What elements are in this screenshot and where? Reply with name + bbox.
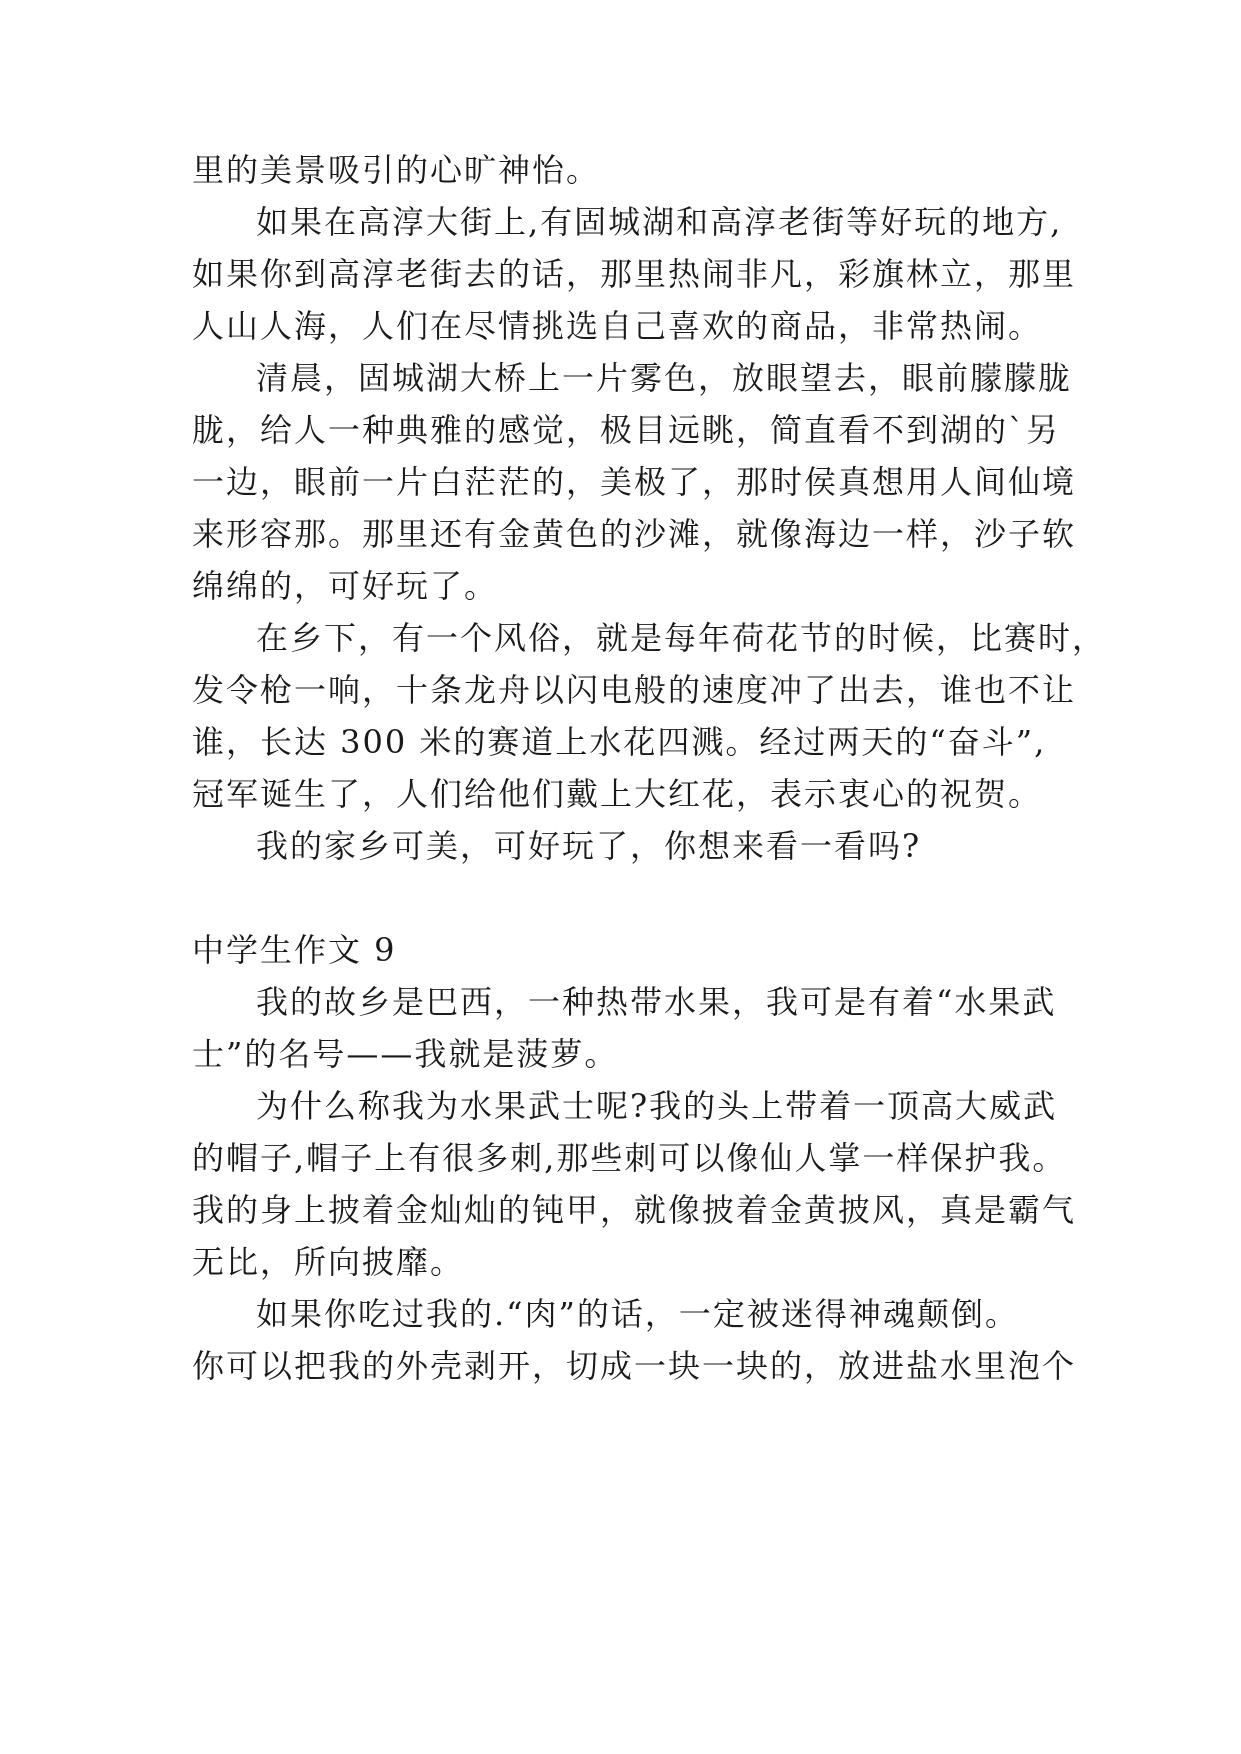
paragraph-first-line: 我的故乡是巴西，一种热带水果，我可是有着“水果武 [256,983,1057,1021]
text-line: 士”的名号——我就是菠萝。 [192,1035,619,1073]
text-line: 胧，给人一种典雅的感觉，极目远眺，简直看不到湖的`另 [192,411,1061,449]
text-line: 你可以把我的外壳剥开，切成一块一块的，放进盐水里泡个 [192,1347,1077,1385]
paragraph-first-line: 如果在高淳大街上,有固城湖和高淳老街等好玩的地方, [256,203,1063,241]
text-line: 冠军诞生了，人们给他们戴上大红花，表示衷心的祝贺。 [192,775,1043,813]
text-line: 谁，长达 300 米的赛道上水花四溅。经过两天的“奋斗”, [192,723,1047,761]
paragraph-first-line: 清晨，固城湖大桥上一片雾色，放眼望去，眼前朦朦胧 [256,359,1073,397]
text-line: 一边，眼前一片白茫茫的，美极了，那时侯真想用人间仙境 [192,463,1077,501]
paragraph-first-line: 如果你吃过我的.“肉”的话，一定被迷得神魂颠倒。 [256,1295,1019,1333]
text-line: 来形容那。那里还有金黄色的沙滩，就像海边一样，沙子软 [192,515,1077,553]
paragraph-first-line: 我的家乡可美，可好玩了，你想来看一看吗? [256,827,922,865]
paragraph-first-line: 在乡下，有一个风俗，就是每年荷花节的时候，比赛时， [256,619,1107,657]
text-line: 绵绵的，可好玩了。 [192,567,499,605]
section-heading: 中学生作文 9 [192,931,397,969]
text-line: 无比，所向披靡。 [192,1243,465,1281]
text-line: 如果你到高淳老街去的话，那里热闹非凡，彩旗林立，那里 [192,255,1077,293]
text-line: 人山人海，人们在尽情挑选自己喜欢的商品，非常热闹。 [192,307,1043,345]
paragraph-first-line: 为什么称我为水果武士呢?我的头上带着一顶高大威武 [256,1087,1058,1125]
text-line: 我的身上披着金灿灿的钝甲，就像披着金黄披风，真是霸气 [192,1191,1077,1229]
text-line: 里的美景吸引的心旷神怡。 [192,151,601,189]
text-line: 发令枪一响，十条龙舟以闪电般的速度冲了出去，谁也不让 [192,671,1077,709]
text-line: 的帽子,帽子上有很多刺,那些刺可以像仙人掌一样保护我。 [192,1139,1067,1177]
